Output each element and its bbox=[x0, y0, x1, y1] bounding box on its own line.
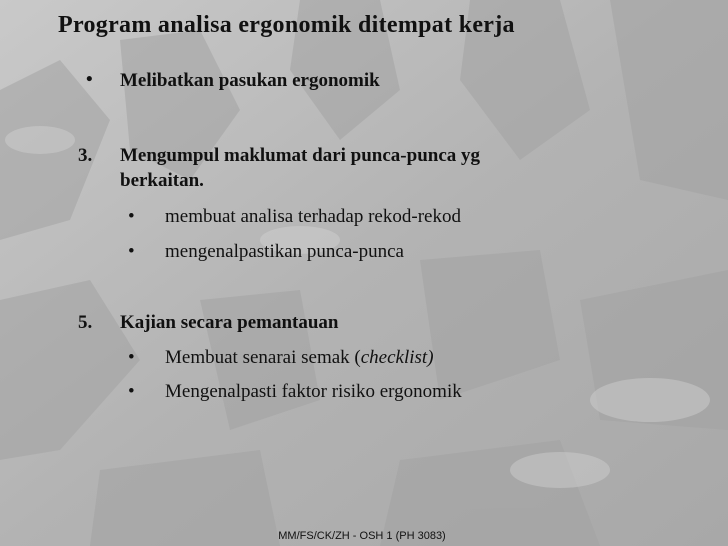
list-item: Mengumpul maklumat dari punca-punca yg bbox=[120, 145, 481, 166]
list-item: Kajian secara pemantauan bbox=[120, 312, 339, 333]
list-item-continuation: berkaitan. bbox=[120, 170, 204, 191]
slide-title: Program analisa ergonomik ditempat kerja bbox=[58, 12, 515, 38]
sub-list-item: Mengenalpasti faktor risiko ergonomik bbox=[165, 381, 462, 402]
sub-bullet-marker: • bbox=[128, 241, 135, 262]
sub-list-item: membuat analisa terhadap rekod-rekod bbox=[165, 206, 461, 227]
sub-list-item: mengenalpastikan punca-punca bbox=[165, 241, 404, 262]
sub-bullet-marker: • bbox=[128, 206, 135, 227]
list-item: Melibatkan pasukan ergonomik bbox=[120, 70, 380, 91]
list-number: 3. bbox=[78, 145, 93, 166]
sub-bullet-marker: • bbox=[128, 347, 135, 368]
footer bbox=[0, 530, 728, 542]
italic-term: checklist) bbox=[360, 347, 434, 368]
bullet-marker: • bbox=[86, 69, 93, 90]
sub-list-item: Membuat senarai semak (checklist) bbox=[165, 347, 434, 368]
sub-bullet-marker: • bbox=[128, 381, 135, 402]
footer-text: MM/FS/CK/ZH - OSH 1 (PH 3083) bbox=[278, 530, 446, 542]
list-number: 5. bbox=[78, 312, 93, 333]
